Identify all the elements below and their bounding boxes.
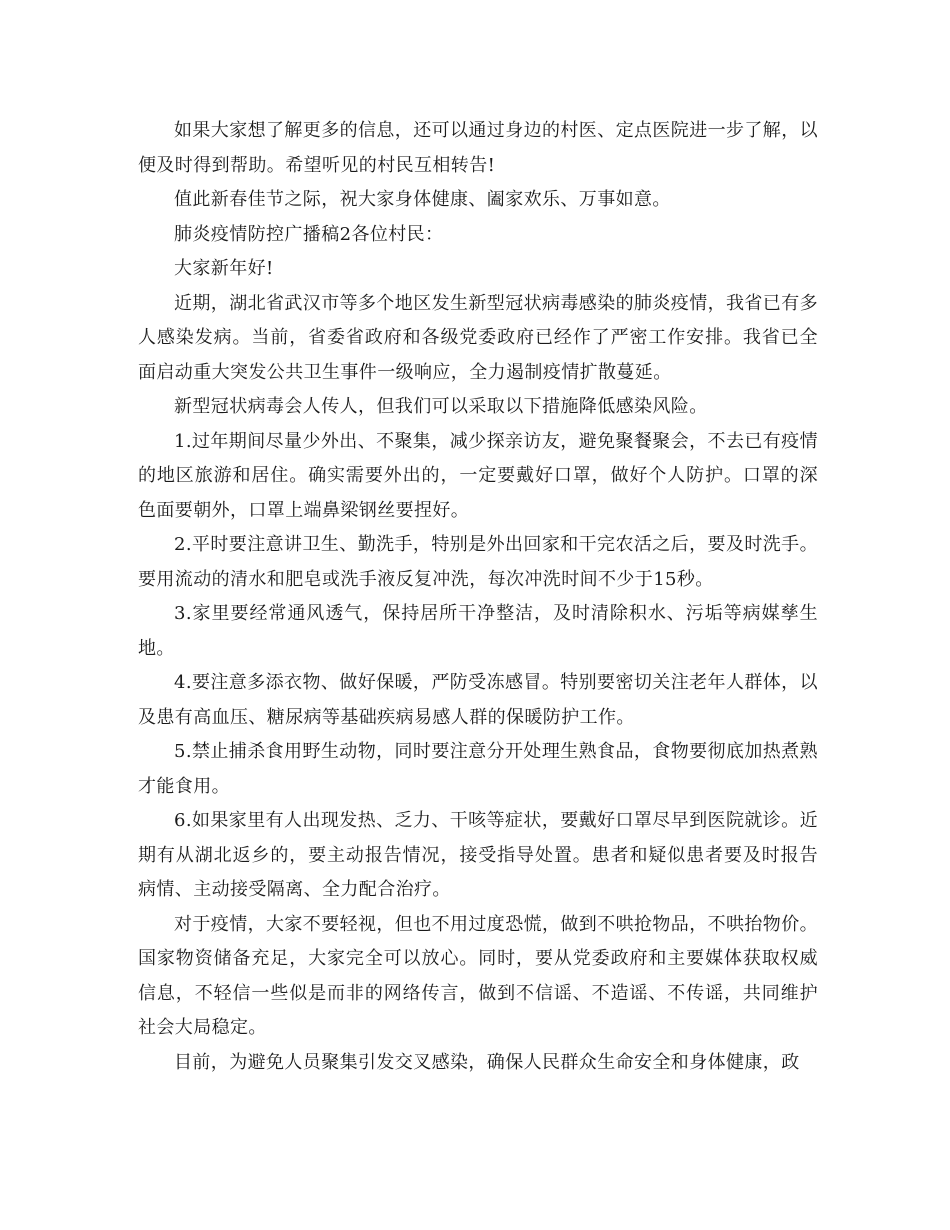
paragraph-more-info: 如果大家想了解更多的信息，还可以通过身边的村医、定点医院进一步了解，以便及时得到帮助。希望听见的村民互相转告! xyxy=(138,120,818,176)
paragraph-measure-6: 6.如果家里有人出现发热、乏力、干咳等症状，要戴好口罩尽早到医院就诊。近期有从湖北返乡的，要主动报告情况，接受指导处置。患者和疑似患者要及时报告病情、主动接受隔离、全力配合治疗。 xyxy=(138,810,818,900)
paragraph-no-panic: 对于疫情，大家不要轻视，但也不用过度恐慌，做到不哄抢物品，不哄抬物价。国家物资储备充足，大家完全可以放心。同时，要从党委政府和主要媒体获取权威信息，不轻信一些似是而非的网络传言，做到不信谣、不造谣、不传谣，共同维护社会大局稳定。 xyxy=(138,913,818,1038)
paragraph-measure-3: 3.家里要经常通风透气，保持居所干净整洁，及时清除积水、污垢等病媒孳生地。 xyxy=(138,603,818,659)
paragraph-situation: 近期，湖北省武汉市等多个地区发生新型冠状病毒感染的肺炎疫情，我省已有多人感染发病。当前，省委省政府和各级党委政府已经作了严密工作安排。我省已全面启动重大突发公共卫生事件一级响应，全力遏制疫情扩散蔓延。 xyxy=(138,292,818,383)
paragraph-measure-5: 5.禁止捕杀食用野生动物，同时要注意分开处理生熟食品，食物要彻底加热煮熟才能食用。 xyxy=(138,741,818,797)
paragraph-risk-intro: 新型冠状病毒会人传人，但我们可以采取以下措施降低感染风险。 xyxy=(174,396,708,417)
paragraph-broadcast-heading: 肺炎疫情防控广播稿2各位村民： xyxy=(174,223,444,245)
paragraph-current-measures: 目前，为避免人员聚集引发交叉感染，确保人民群众生命安全和身体健康，政 xyxy=(174,1051,800,1073)
paragraph-measure-2: 2.平时要注意讲卫生、勤洗手，特别是外出回家和干完农活之后，要及时洗手。要用流动的清水和肥皂或洗手液反复冲洗，每次冲洗时间不少于15秒。 xyxy=(138,534,818,590)
document-body xyxy=(138,114,818,1080)
paragraph-measure-4: 4.要注意多添衣物、做好保暖，严防受冻感冒。特别要密切关注老年人群体，以及患有高血压、糖尿病等基础疾病易感人群的保暖防护工作。 xyxy=(138,672,818,728)
paragraph-new-year-wishes: 值此新春佳节之际，祝大家身体健康、阖家欢乐、万事如意。 xyxy=(174,189,671,210)
paragraph-measure-1: 1.过年期间尽量少外出、不聚集，减少探亲访友，避免聚餐聚会，不去已有疫情的地区旅游和居住。确实需要外出的，一定要戴好口罩，做好个人防护。口罩的深色面要朝外，口罩上端鼻梁钢丝要捏好。 xyxy=(138,430,818,521)
paragraph-greeting: 大家新年好! xyxy=(174,258,274,279)
